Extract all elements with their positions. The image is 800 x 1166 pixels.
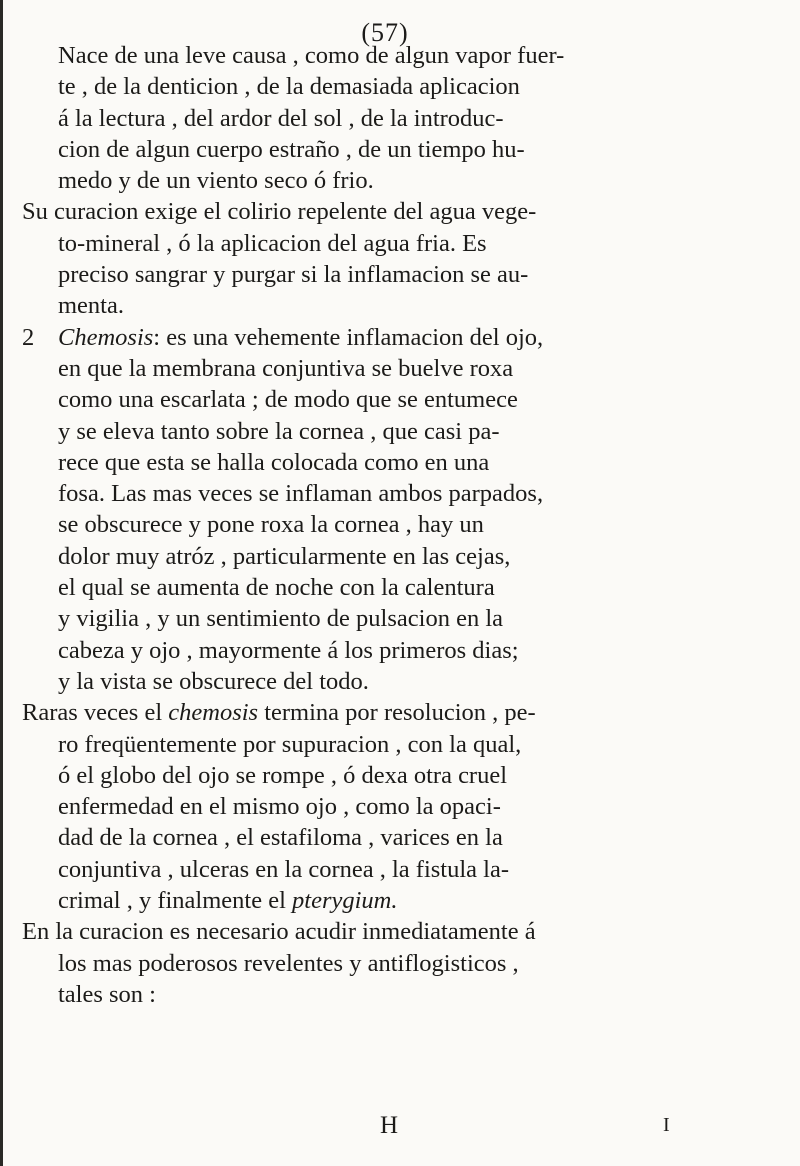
text-line: te , de la denticion , de la demasiada aplicacion bbox=[58, 73, 520, 101]
text-line: como una escarlata ; de modo que se entumece bbox=[58, 386, 518, 414]
text-line: el qual se aumenta de noche con la calentura bbox=[58, 574, 495, 602]
entry-number: 2 bbox=[22, 323, 35, 351]
text-line: cabeza y ojo , mayormente á los primeros dias; bbox=[58, 636, 519, 664]
text-line bbox=[22, 885, 792, 916]
text-line: fosa. Las mas veces se inflaman ambos parpados, bbox=[58, 480, 544, 508]
text-line: cion de algun cuerpo estraño , de un tiempo hu- bbox=[58, 135, 525, 163]
text-line: to-mineral , ó la aplicacion del agua fria. Es bbox=[58, 229, 487, 257]
entry-term: chemosis bbox=[168, 699, 259, 727]
text-line: ro freqüentemente por supuracion , con la qual, bbox=[58, 730, 522, 758]
text-line bbox=[22, 697, 792, 728]
text-line: dad de la cornea , el estafiloma , varices en la bbox=[58, 824, 503, 852]
page-number: (57) bbox=[361, 18, 409, 47]
text-fragment: crimal , y finalmente el bbox=[58, 887, 293, 915]
text-line: á la lectura , del ardor del sol , de la introduc- bbox=[58, 104, 504, 132]
entry-term: Chemosis bbox=[58, 323, 154, 351]
folio-mark: I bbox=[663, 1114, 670, 1136]
text-line: conjuntiva , ulceras en la cornea , la fistula la- bbox=[58, 855, 510, 883]
text-line: se obscurece y pone roxa la cornea , hay un bbox=[58, 511, 484, 539]
paragraph-3-chemosis bbox=[22, 322, 792, 698]
text-line: en que la membrana conjuntiva se buelve roxa bbox=[58, 354, 514, 382]
text-fragment: Raras veces el bbox=[22, 699, 169, 727]
text-line: preciso sangrar y purgar si la inflamacion se au- bbox=[58, 261, 529, 289]
text-line: y la vista se obscurece del todo. bbox=[58, 667, 369, 695]
page-body-text bbox=[22, 40, 792, 1010]
text-line: dolor muy atróz , particularmente en las cejas, bbox=[58, 542, 511, 570]
paragraph-2 bbox=[22, 196, 792, 321]
text-line: menta. bbox=[58, 292, 124, 320]
text-line: ó el globo del ojo se rompe , ó dexa otra cruel bbox=[58, 761, 508, 789]
text-line: En la curacion es necesario acudir inmediatamente á bbox=[22, 918, 536, 946]
entry-term: pterygium. bbox=[292, 887, 398, 915]
text-line: Su curacion exige el colirio repelente del agua vege- bbox=[22, 198, 537, 226]
text-line: los mas poderosos revelentes y antiflogisticos , bbox=[58, 949, 519, 977]
page-edge-shadow bbox=[0, 0, 3, 1166]
text-fragment: : es una vehemente inflamacion del ojo, bbox=[153, 323, 544, 351]
signature-mark: H bbox=[380, 1112, 399, 1139]
text-line: y vigilia , y un sentimiento de pulsacion en la bbox=[58, 605, 503, 633]
text-line bbox=[22, 322, 792, 353]
text-line: Nace de una leve causa , como de algun vapor fuer- bbox=[58, 42, 565, 69]
text-line: medo y de un viento seco ó frio. bbox=[58, 167, 374, 195]
text-line: rece que esta se halla colocada como en una bbox=[58, 448, 490, 476]
paragraph-4 bbox=[22, 697, 792, 916]
text-line: y se eleva tanto sobre la cornea , que casi pa- bbox=[58, 417, 500, 445]
text-fragment: termina por resolucion , pe- bbox=[258, 699, 536, 727]
text-line: enfermedad en el mismo ojo , como la opaci- bbox=[58, 793, 501, 821]
paragraph-1 bbox=[22, 40, 792, 196]
text-line: tales son : bbox=[58, 980, 156, 1008]
paragraph-5 bbox=[22, 916, 792, 1010]
